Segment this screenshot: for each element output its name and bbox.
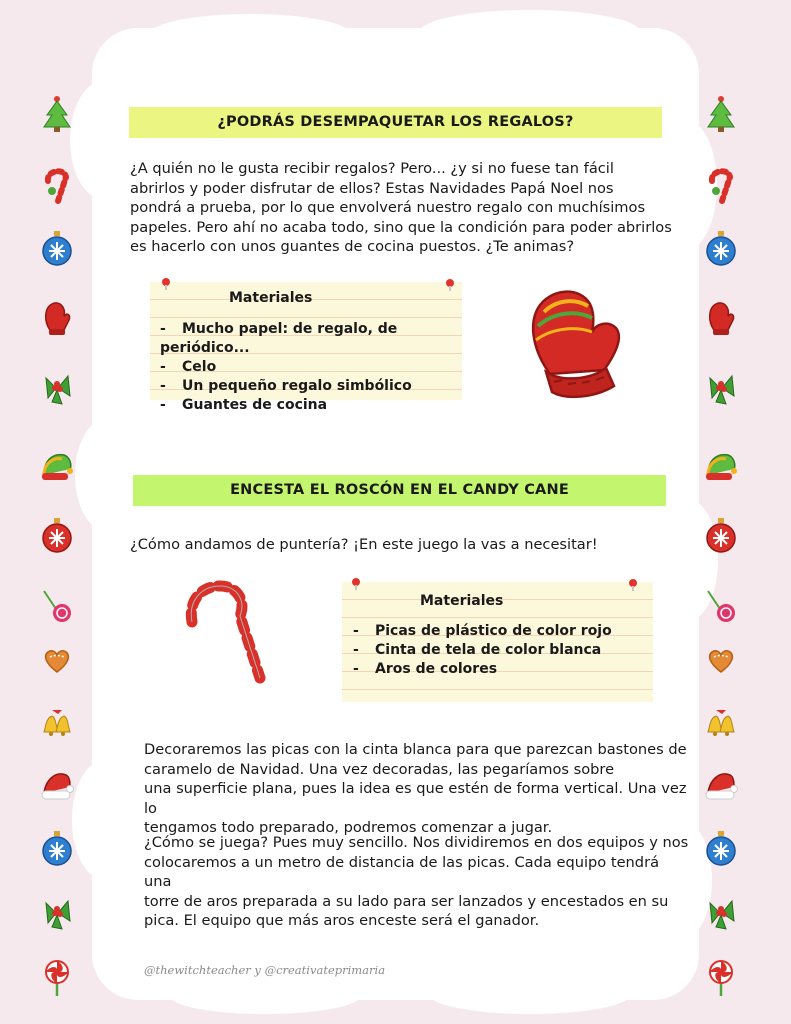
list-item: - Celo [160, 358, 462, 377]
tree-icon [704, 95, 738, 135]
paper-scallop [430, 976, 630, 1014]
lollipop-swirl-icon [40, 958, 74, 998]
holly-icon [40, 368, 74, 408]
holly-icon [704, 893, 738, 933]
list-item: - Picas de plástico de color rojo [353, 622, 612, 641]
holly-icon [704, 368, 738, 408]
ornament-blue-icon [704, 828, 738, 868]
candy-cane-icon [704, 165, 738, 205]
credit-text: @thewitchteacher y @creativateprimaria [144, 963, 386, 977]
text-line: torre de aros preparada a su lado para ser lanzados y encestados en su [144, 892, 669, 910]
ornament-blue-icon [704, 228, 738, 268]
list-item: - Un pequeño regalo simbólico [160, 377, 462, 396]
bells-icon [40, 700, 74, 740]
mitten-icon [704, 298, 738, 338]
candy-cane-illustration [180, 578, 270, 686]
paper-scallop [420, 10, 640, 54]
candy-cane-paragraph-2 [144, 833, 689, 931]
candy-cane-intro: ¿Cómo andamos de puntería? ¡En este juego la vas a necesitar! [130, 536, 598, 553]
elf-hat-icon [704, 445, 738, 485]
lollipop-swirl-icon [704, 958, 738, 998]
elf-hat-icon [40, 445, 74, 485]
list-item: - Mucho papel: de regalo, de periódico... [160, 320, 462, 358]
pin-icon [352, 578, 360, 586]
text-line: Decoraremos las picas con la cinta blanca para que parezcan bastones de [144, 741, 687, 758]
santa-hat-icon [40, 765, 74, 805]
text-line: ¿A quién no le gusta recibir regalos? Pero... ¿y si no fuese tan fácil [130, 160, 614, 177]
pin-icon [629, 579, 637, 587]
bells-icon [704, 700, 738, 740]
ornament-blue-icon [40, 228, 74, 268]
candy-cane-icon [40, 165, 74, 205]
paper-scallop [150, 14, 350, 54]
text-line: caramelo de Navidad. Una vez decoradas, las pegaríamos sobre [144, 760, 615, 778]
tree-icon [40, 95, 74, 135]
mitten-icon [40, 298, 74, 338]
paper-scallop [170, 978, 360, 1014]
text-line: es hacerlo con unos guantes de cocina puestos. ¿Te animas? [130, 238, 575, 256]
section-title-gifts: ¿PODRÁS DESEMPAQUETAR LOS REGALOS? [129, 107, 662, 138]
lollipop-icon [40, 585, 74, 625]
text-line: abrirlos y poder disfrutar de ellos? Estas Navidades Papá Noel nos [130, 179, 614, 197]
text-line: una superficie plana, pues la idea es que estén de forma vertical. Una vez lo [144, 780, 687, 817]
mitten-illustration [522, 282, 634, 400]
materials-list [160, 320, 462, 415]
section-title-candy-cane: ENCESTA EL ROSCÓN EN EL CANDY CANE [133, 475, 666, 506]
materials-title: Materiales [420, 593, 504, 609]
text-line: pondrá a prueba, por lo que envolverá nuestro regalo con muchísimos [130, 199, 646, 217]
gingerbread-heart-icon [704, 640, 738, 680]
lollipop-icon [704, 585, 738, 625]
materials-title: Materiales [229, 290, 313, 306]
materials-note-gifts [150, 282, 462, 413]
text-line: pica. El equipo que más aros enceste será el ganador. [144, 912, 540, 930]
gingerbread-heart-icon [40, 640, 74, 680]
ornament-red-icon [40, 515, 74, 555]
pin-icon [162, 278, 170, 286]
text-line: papeles. Pero ahí no acaba todo, sino que la condición para poder abrirlos [130, 218, 672, 236]
paper-scallop [72, 760, 137, 880]
text-line: colocaremos a un metro de distancia de las picas. Cada equipo tendrá una [144, 853, 660, 891]
materials-list [353, 622, 612, 679]
gifts-intro-paragraph [130, 159, 675, 257]
list-item: - Cinta de tela de color blanca [353, 641, 612, 660]
holly-icon [40, 893, 74, 933]
ornament-red-icon [704, 515, 738, 555]
paper-scallop [75, 420, 135, 530]
list-item: - Aros de colores [353, 660, 612, 679]
santa-hat-icon [704, 765, 738, 805]
text-line: tengamos todo preparado, podremos comenzar a jugar. [144, 819, 553, 837]
ornament-blue-icon [40, 828, 74, 868]
list-item: - Guantes de cocina [160, 396, 462, 415]
materials-note-candy [342, 582, 653, 702]
text-line: ¿Cómo se juega? Pues muy sencillo. Nos dividiremos en dos equipos y nos [144, 834, 689, 851]
candy-cane-paragraph-1 [144, 740, 689, 838]
pin-icon [446, 279, 454, 287]
